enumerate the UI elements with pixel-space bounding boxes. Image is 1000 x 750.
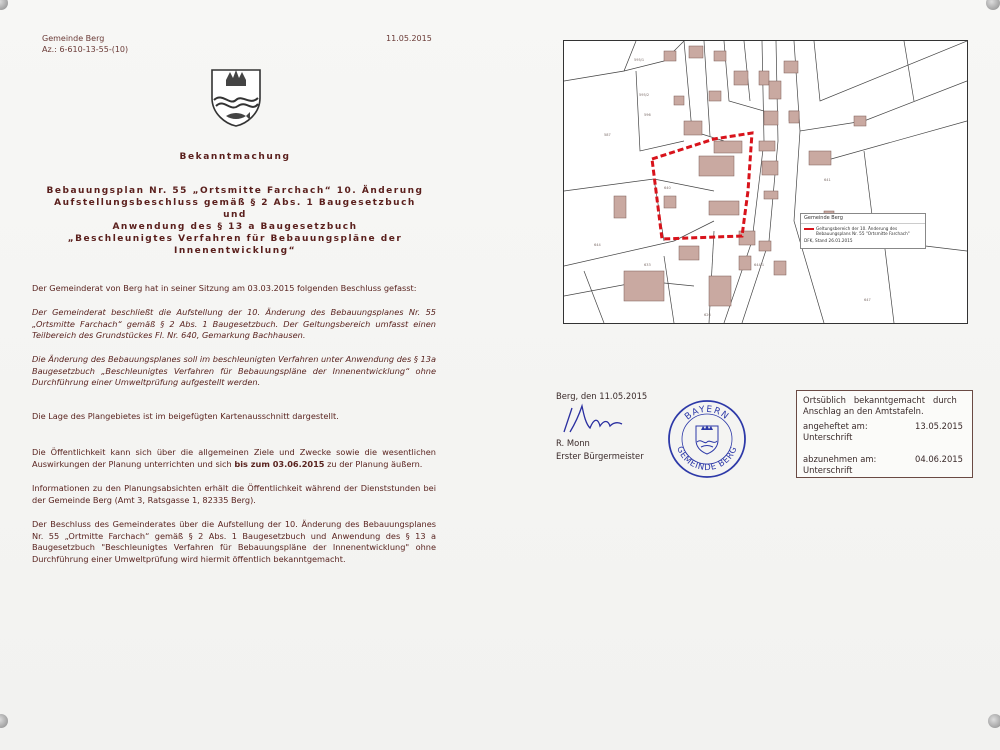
paragraph-procedure: Die Änderung des Bebauungsplanes soll im beschleunigten Verfahren unter Anwendung des § 13a Baugesetzbuch „Beschleunigtes Verfahren für Bebauungspläne der Innenentwicklung“ ohne Durchführung einer Umweltprüfung aufgestellt werden. <box>32 354 436 388</box>
heading-line: und <box>223 210 247 220</box>
seal-top-text: BAYERN <box>683 404 731 423</box>
handwritten-signature-icon <box>560 402 630 438</box>
svg-text:644/1: 644/1 <box>754 263 765 267</box>
reference-number: Az.: 6-610-13-55-(10) <box>42 45 129 54</box>
posted-date: 13.05.2015 <box>915 421 963 431</box>
notice-heading <box>30 185 440 257</box>
svg-text:BAYERN <box>683 405 731 423</box>
paragraph-announcement: Der Beschluss des Gemeinderates über die Aufstellung der 10. Änderung des Bebauungsplanes Nr. 55 „Ortmitte Farchach“ gemäß § 2 Abs. 1 Baugesetzbuch und Anwendung des § 13 a Baugesetzbuch "Beschleunigtes Verfahren für Bebauungspläne der Innenentwicklung" ohne Durchführung einer Umweltprüfung wird hiermit öffentlich bekanntgemacht. <box>32 519 436 564</box>
svg-text:647: 647 <box>864 298 871 302</box>
document-date: 11.05.2015 <box>386 34 432 43</box>
paragraph-participation <box>32 447 436 470</box>
mounting-pin-icon <box>988 714 1000 728</box>
posting-line1: Ortsüblich bekanntgemacht durch <box>803 395 957 405</box>
remove-date: 04.06.2015 <box>915 454 963 464</box>
participation-deadline: bis zum 03.06.2015 <box>234 458 325 469</box>
legend-title: Gemeinde Berg <box>801 214 925 224</box>
svg-text:640: 640 <box>664 186 671 190</box>
map-legend <box>800 213 926 249</box>
posting-record-box <box>796 390 973 478</box>
svg-text:587: 587 <box>604 133 611 137</box>
svg-text:595/2: 595/2 <box>639 93 650 97</box>
municipality-name: Gemeinde Berg <box>42 34 105 43</box>
heading-line: Bebauungsplan Nr. 55 „Ortsmitte Farchach“ 10. Änderung <box>46 186 424 196</box>
legend-footer: DFK, Stand 26.01.2015 <box>804 238 853 243</box>
posted-label: angeheftet am: <box>803 421 868 431</box>
coat-of-arms-icon <box>208 66 264 128</box>
notice-title: Bekanntmachung <box>179 152 291 162</box>
svg-text:595/1: 595/1 <box>634 58 645 62</box>
svg-text:644: 644 <box>594 243 601 247</box>
remove-signature-label: Unterschrift <box>803 465 853 475</box>
mounting-pin-icon <box>0 714 8 728</box>
heading-line: Innenentwicklung“ <box>174 246 296 256</box>
paragraph-information: Informationen zu den Planungsabsichten erhält die Öffentlichkeit während der Dienststunden bei der Gemeinde Berg (Amt 3, Ratsgasse 1, 82335 Berg). <box>32 483 436 505</box>
mounting-pin-icon <box>986 0 1000 10</box>
paragraph-session: Der Gemeinderat von Berg hat in seiner Sitzung am 03.03.2015 folgenden Beschluss gefasst: <box>32 283 417 293</box>
mounting-pin-icon <box>0 0 8 10</box>
posting-line2: Anschlag an den Amtstafeln. <box>803 406 924 416</box>
posted-signature-label: Unterschrift <box>803 432 853 442</box>
participation-text-end: zu der Planung äußern. <box>324 458 423 469</box>
paragraph-resolution: Der Gemeinderat beschließt die Aufstellung der 10. Änderung des Bebauungsplanes Nr. 55 „Ortsmitte Farchach“ gemäß § 2 Abs. 1 Baugesetzbuch. Der Geltungsbereich umfasst einen Teilbereich des Grundstückes Fl. Nr. 640, Gemarkung Bachhausen. <box>32 307 436 341</box>
mayor-role: Erster Bürgermeister <box>556 451 644 461</box>
mayor-name: R. Monn <box>556 438 590 448</box>
participation-text: Die Öffentlichkeit kann sich über die allgemeinen Ziele und Zwecke sowie die wesentlichen Auswirkungen der Planung unterrichten und sich <box>32 447 436 469</box>
site-map <box>563 40 968 324</box>
heading-line: Anwendung des § 13 a Baugesetzbuch <box>112 222 358 232</box>
boundary-swatch-icon <box>804 228 814 230</box>
legend-entry <box>801 224 925 238</box>
legend-description: Geltungsbereich der 10. Änderung des Bebauungsplans Nr. 55 "Ortsmitte Farchach" <box>816 226 910 236</box>
svg-text:626: 626 <box>704 313 711 317</box>
svg-text:641: 641 <box>824 178 831 182</box>
signature-place-date: Berg, den 11.05.2015 <box>556 391 648 401</box>
svg-text:633: 633 <box>644 263 651 267</box>
paragraph-location: Die Lage des Plangebietes ist im beigefügten Kartenausschnitt dargestellt. <box>32 411 339 421</box>
remove-label: abzunehmen am: <box>803 454 877 464</box>
seal-bottom-text: GEMEINDE BERG <box>674 444 740 474</box>
svg-text:596: 596 <box>644 113 651 117</box>
site-map-drawing <box>564 41 967 323</box>
document-header <box>42 33 128 55</box>
official-seal-icon <box>666 398 748 480</box>
heading-line: „Beschleunigtes Verfahren für Bebauungspläne der <box>67 234 403 244</box>
heading-line: Aufstellungsbeschluss gemäß § 2 Abs. 1 Baugesetzbuch <box>54 198 416 208</box>
